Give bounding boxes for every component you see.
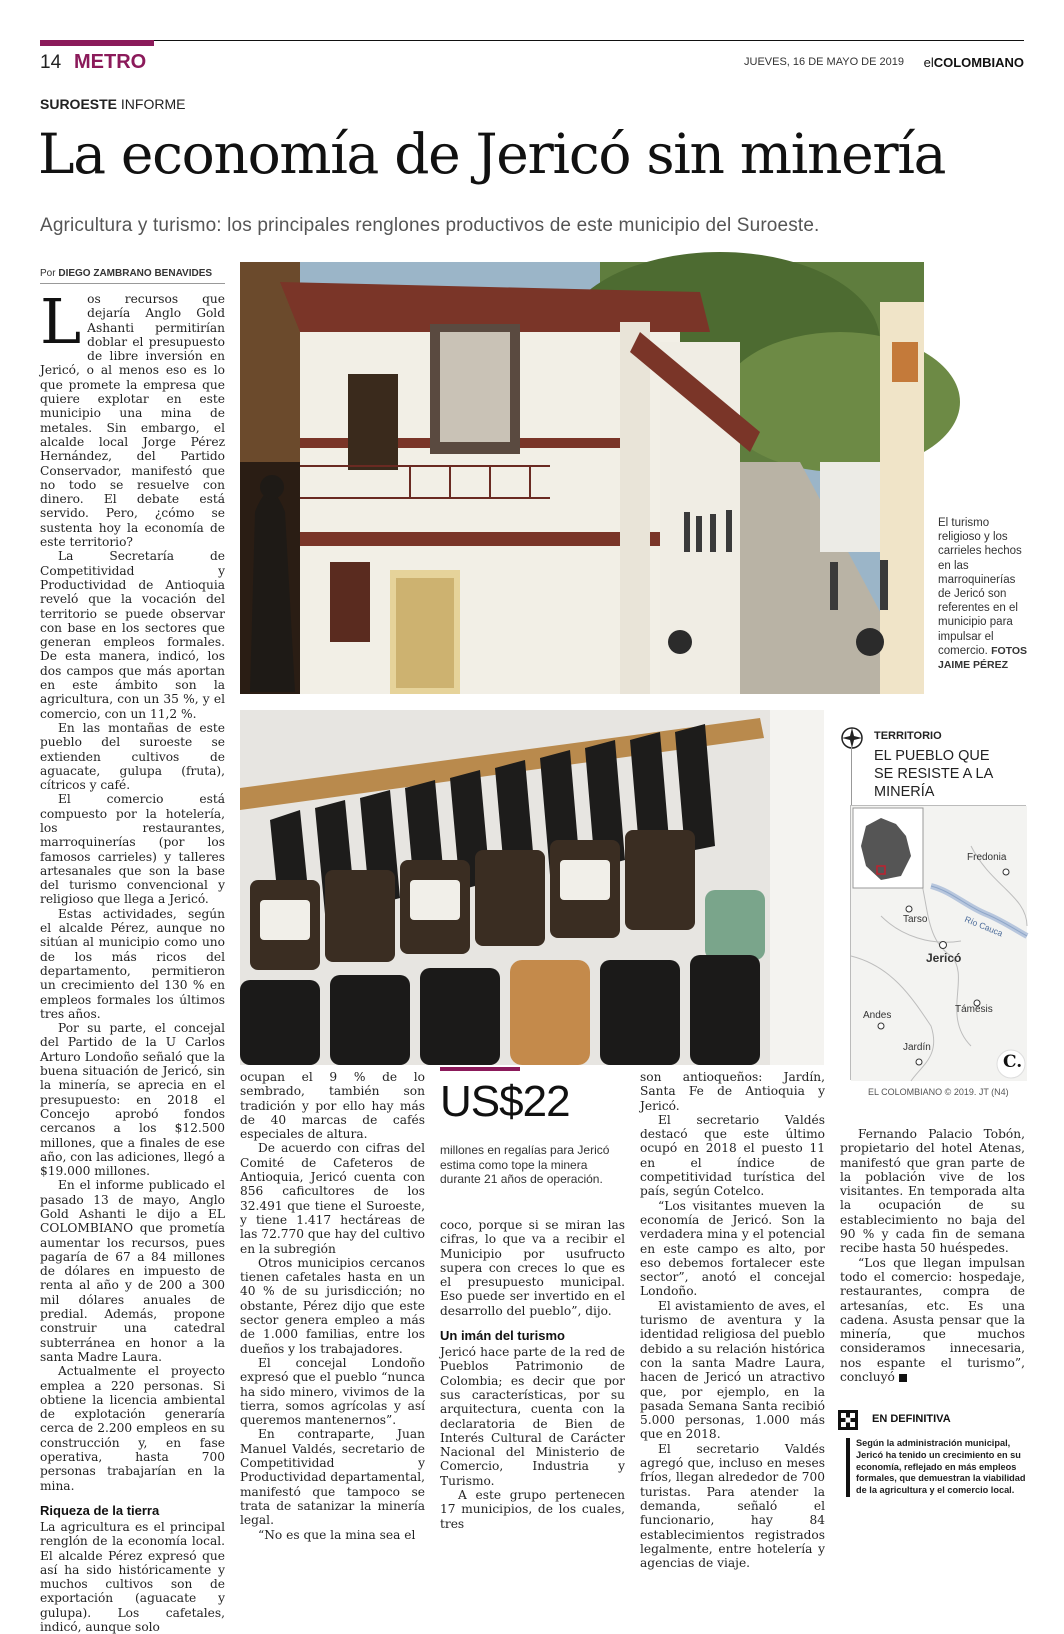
paragraph: El secretario Valdés destacó que este último ocupó en 2018 el puesto 11 en el índice de competitividad turística del país, según Cotelco. xyxy=(640,1112,825,1199)
map-drawing xyxy=(851,806,1027,1081)
paragraph: “Los visitantes mueven la economía de Jericó. Son la verdadera mina y el potencial en este campo es alto, por eso debemos fortalecer este sector”, anotó el concejal Londoño. xyxy=(640,1198,825,1299)
paragraph: La agricultura es el principal renglón de la economía local. El alcalde Pérez expresó que así ha sido históricamente y muchos cultivos son de exportación (aguacate y gulupa). Los cafetales, indicó, aunque solo xyxy=(40,1519,225,1634)
masthead-name: COLOMBIANO xyxy=(933,55,1024,70)
paragraph-text: “Los que llegan impulsan todo el comercio: hospedaje, restaurantes, compra de artesanías, etc. Es una cadena. Asusta pensar que la minería, que muchos consideramos innecesaria, nos espante el turismo”, concluyó xyxy=(840,1255,1025,1385)
territory-map xyxy=(850,805,1026,1080)
map-title: EL PUEBLO QUE SE RESISTE A LA MINERÍA xyxy=(874,748,993,800)
street-photo-illustration xyxy=(240,262,924,694)
map-place-andes: Andes xyxy=(863,1010,892,1021)
street-photo xyxy=(240,262,924,694)
kicker-type: INFORME xyxy=(120,96,186,112)
paragraph: Por su parte, el concejal del Partido de la U Carlos Arturo Londoño señaló que la buena situación de Jericó, sin la minería, se aprecia en el presupuesto: en 2018 el Concejo aprobó fondos cercanos a los $12.500 millones, que a finales de ese año, con las adiciones, llegó a $19.000 millones. xyxy=(40,1021,225,1179)
paragraph: Jericó hace parte de la red de Pueblos Patrimonio de Colombia; es decir que por sus características, por su arquitectura, cuenta con la declaratoria de Bien de Interés Cultural de Carácter Nacional del Ministerio de Comercio, Industria y Turismo. xyxy=(440,1345,625,1488)
paragraph: El avistamiento de aves, el turismo de aventura y la identidad religiosa del pueblo debido a su relación histórica con la santa Madre Laura, hacen de Jericó un atractivo que, por ejemplo, en la pasada Semana Santa recibió 5.000 personas, 1.000 más que en 2018. xyxy=(640,1298,825,1442)
map-river-label: Río Cauca xyxy=(963,914,1005,939)
map-label: TERRITORIO xyxy=(874,730,942,742)
publisher-logo-icon: C. xyxy=(1003,1052,1023,1072)
paragraph: os recursos que dejaría Anglo Gold Ashanti permitirían doblar el presupuesto de libre inversión en Jericó, o al menos eso es lo que promete la empresa que quiere explotar en este municipio una mina de metales. Sin embargo, el alcalde local Jorge Pérez Hernández, del Partido Conservador, manifestó que no todo se resuelve con dinero. El debate está servido. Pero, ¿cómo se sustenta hoy la economía de este territorio? xyxy=(40,292,225,550)
byline-prefix: Por xyxy=(40,268,56,279)
article-column-1 xyxy=(40,285,225,1634)
section-name: METRO xyxy=(74,51,147,73)
paragraph: De acuerdo con cifras del Comité de Cafeteros de Antioquia, Jericó cuenta con 856 caficultores de los 32.491 que tiene el Suroeste, y tiene 1.417 hectáreas de las 72.770 que hay del cultivo en la subregión xyxy=(240,1141,425,1256)
paragraph: Fernando Palacio Tobón, propietario del hotel Atenas, manifestó que gran parte de la población vive de los visitantes. En temporada alta la ocupación de su establecimiento no baja del 90 % y cada fin de semana recibe hasta 50 huéspedes. xyxy=(840,1127,1025,1256)
byline xyxy=(40,268,212,279)
summary-label: EN DEFINITIVA xyxy=(872,1413,951,1425)
photo-credit-name: JAIME PÉREZ xyxy=(938,659,1009,672)
paragraph: Estas actividades, según el alcalde Pérez, aunque no sitúan al municipio como uno de los más ricos del departamento, permitieron un crecimiento del 130 % en empleos formales los últimos tres años. xyxy=(40,906,225,1021)
paragraph: El concejal Londoño expresó que el pueblo “nunca ha sido minero, vivimos de la tierra, somos agrícolas y así queremos mantenernos”. xyxy=(240,1355,425,1428)
paragraph: En las montañas de este pueblo del suroeste se extienden cultivos de aguacate, gulupa (fruta), cítricos y café. xyxy=(40,720,225,793)
map-place-tarso: Tarso xyxy=(903,914,928,925)
paragraph xyxy=(840,1256,1025,1385)
article-column-4 xyxy=(640,1070,825,1571)
masthead xyxy=(924,55,1024,70)
paragraph: Actualmente el proyecto emplea a 220 personas. Si obtiene la licencia ambiental de explotación generaría cerca de 2.200 empleos en su construcción y, en fase operativa, hasta 700 personas trabajarían en la mina. xyxy=(40,1364,225,1493)
carrieles-photo-illustration xyxy=(240,710,824,1065)
paragraph: En contraparte, Juan Manuel Valdés, secretario de Competitividad y Productividad departamental, manifestó que tampoco se trata de satanizar la minería legal. xyxy=(240,1427,425,1528)
masthead-prefix: el xyxy=(923,55,934,70)
caption-text: El turismo religioso y los carrieles hechos en las marroquinerías de Jericó son referentes en el municipio para impulsar el comercio. xyxy=(938,517,1022,657)
map-place-fredonia: Fredonia xyxy=(967,852,1007,863)
paragraph: son antioqueños: Jardín, Santa Fe de Antioquia y Jericó. xyxy=(640,1070,825,1113)
photo-credit-label: FOTOS xyxy=(991,644,1028,657)
paragraph: En el informe publicado el pasado 13 de mayo, Anglo Gold Ashanti le dijo a EL COLOMBIANO que prometía aumentar los recursos, pues pagaría de 67 a 84 millones de dólares en impuesto de renta al año y de 200 a 300 mil dólares anuales de predial. Además, propone construir una catedral subterránea en honor a la santa Madre Laura. xyxy=(40,1178,225,1364)
article-column-2 xyxy=(240,1070,425,1545)
section-subhead: Riqueza de la tierra xyxy=(40,1502,160,1518)
paragraph: El secretario Valdés agregó que, incluso en meses fríos, llegan alrededor de 700 turistas. Para atender la demanda, señaló el funcionario, hay 84 establecimientos registrados legalmente, entre hotelería y agencias de viaje. xyxy=(640,1441,825,1571)
paragraph: “No es que la mina sea el xyxy=(258,1527,416,1542)
page-number: 14 xyxy=(40,52,62,73)
byline-rule xyxy=(40,283,225,284)
map-header-rule xyxy=(851,746,852,806)
section-subhead: Un imán del turismo xyxy=(440,1328,565,1344)
paragraph: El comercio está compuesto por la hotelería, los restaurantes, marroquinerías (por los famosos carrieles) y talleres artesanales que son la base del turismo convencional y religioso que llega a Jericó. xyxy=(40,792,225,907)
map-place-jardin: Jardín xyxy=(903,1042,931,1053)
kicker-region: SUROESTE xyxy=(40,96,118,112)
paragraph: coco, porque si se miran las cifras, lo que va a recibir el Municipio por usufructo supera con creces lo que es el presupuesto municipal. Eso puede ser invertido en el desarrollo del pueblo”, dijo. xyxy=(440,1218,625,1318)
paragraph: Otros municipios cercanos tienen cafetales hasta en un 40 % de su jurisdicción; no obstante, Pérez dijo que este sector genera empleo a más de 1.000 familias, entre los dueños y los trabajadores. xyxy=(240,1255,425,1356)
compass-icon xyxy=(840,726,864,750)
carrieles-photo xyxy=(240,710,824,1065)
map-place-jerico: Jericó xyxy=(926,951,962,965)
paragraph: A este grupo pertenecen 17 municipios, de los cuales, tres xyxy=(440,1488,625,1531)
map-place-tamesis: Támesis xyxy=(955,1004,993,1015)
photo-caption xyxy=(938,516,1028,672)
byline-name: DIEGO ZAMBRANO BENAVIDES xyxy=(58,268,213,279)
article-column-5 xyxy=(840,1127,1025,1397)
top-rule xyxy=(40,40,1024,41)
kicker xyxy=(40,96,185,112)
stat-description: millones en regalías para Jericó estima como tope la minera durante 21 años de operación. xyxy=(440,1143,610,1186)
end-mark-icon xyxy=(899,1374,907,1382)
stat-value: US$22 xyxy=(440,1077,570,1126)
section-accent-bar xyxy=(40,40,154,46)
subheadline: Agricultura y turismo: los principales renglones productivos de este municipio del Suroeste. xyxy=(40,215,820,236)
date-line: JUEVES, 16 DE MAYO DE 2019 xyxy=(744,56,904,68)
paragraph: La Secretaría de Competitividad y Productividad de Antioquia reveló que la vocación del territorio se puede observar con base en los sectores que generan empleos formales. De esta manera, indicó, los dos campos que más aportan en este ámbito son la agricultura, con un 35 %, y el comercio, con un 11,2 %. xyxy=(40,549,225,721)
stat-accent-bar xyxy=(440,1067,520,1071)
checker-icon xyxy=(838,1410,858,1430)
headline: La economía de Jericó sin minería xyxy=(38,122,946,186)
article-column-3 xyxy=(440,1218,625,1545)
map-credit: EL COLOMBIANO © 2019. JT (N4) xyxy=(868,1087,1009,1097)
summary-text: Según la administración municipal, Jericó ha tenido un crecimiento en su economía, reflejado en más empleos formales, que demuestran la viabilidad de la agricultura y el comercio local. xyxy=(846,1438,1026,1497)
paragraph: ocupan el 9 % de lo sembrado, también son tradición y por ello hay más de 40 marcas de cafés especiales de altura. xyxy=(240,1070,425,1142)
drop-cap: L xyxy=(40,285,82,358)
